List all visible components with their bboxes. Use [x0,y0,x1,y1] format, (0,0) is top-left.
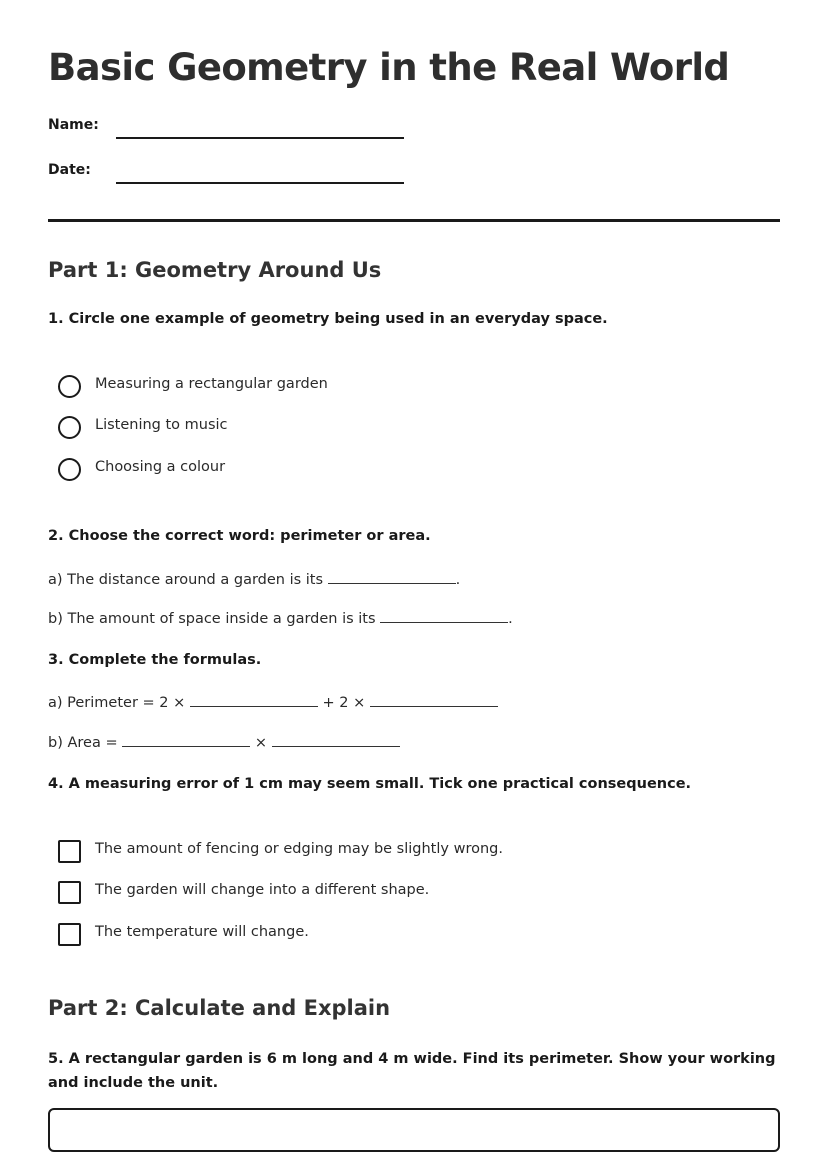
question-3: 3. Complete the formulas. [48,652,262,668]
q4-option-label: The temperature will change. [95,924,309,940]
part2-heading: Part 2: Calculate and Explain [48,996,391,1020]
q4-option-label: The garden will change into a different shape. [95,882,430,898]
q2-b-text: b) The amount of space inside a garden is its [48,611,376,627]
q3-a-start: a) Perimeter = 2 × [48,695,186,711]
radio-circle-icon[interactable] [58,375,81,398]
name-input-line[interactable] [116,137,404,139]
q2-line-a [48,569,460,588]
q2-b-end: . [508,611,513,627]
checkbox-icon[interactable] [58,840,81,863]
date-field-row [48,162,448,186]
q2-line-b [48,608,513,627]
q4-option-shape[interactable] [58,881,558,905]
name-label: Name: [48,117,99,133]
q1-option-label: Choosing a colour [95,459,226,475]
worksheet-title: Basic Geometry in the Real World [48,46,730,89]
part1-heading: Part 1: Geometry Around Us [48,258,382,282]
header-divider [48,219,780,222]
checkbox-icon[interactable] [58,881,81,904]
q4-option-fencing[interactable] [58,840,558,864]
q3-a-blank-2[interactable] [370,692,498,707]
q1-option-colour[interactable] [58,458,558,482]
q3-b-mid: × [254,735,267,751]
q5-answer-box[interactable] [48,1108,780,1152]
q3-line-a [48,692,498,711]
name-field-row [48,117,448,141]
q3-line-b [48,732,400,751]
question-2: 2. Choose the correct word: perimeter or area. [48,528,431,544]
date-input-line[interactable] [116,182,404,184]
q2-a-blank[interactable] [328,569,456,584]
q3-b-blank-2[interactable] [272,732,400,747]
q1-option-music[interactable] [58,416,558,440]
date-label: Date: [48,162,91,178]
q3-a-blank-1[interactable] [190,692,318,707]
question-5: 5. A rectangular garden is 6 m long and 4 m wide. Find its perimeter. Show your working and include the unit. [48,1051,776,1091]
q4-option-label: The amount of fencing or edging may be slightly wrong. [95,841,503,857]
radio-circle-icon[interactable] [58,458,81,481]
q3-b-blank-1[interactable] [122,732,250,747]
q2-a-end: . [455,572,461,588]
q1-option-label: Measuring a rectangular garden [95,376,328,392]
q3-b-start: b) Area = [48,735,118,751]
q3-a-mid: + 2 × [322,695,366,711]
checkbox-icon[interactable] [58,923,81,946]
radio-circle-icon[interactable] [58,416,81,439]
q4-option-temperature[interactable] [58,923,558,947]
q1-option-label: Listening to music [95,417,228,433]
q2-b-blank[interactable] [380,608,508,623]
q2-a-text: a) The distance around a garden is its [48,572,324,588]
question-4: 4. A measuring error of 1 cm may seem small. Tick one practical consequence. [48,776,692,792]
question-1: 1. Circle one example of geometry being used in an everyday space. [48,311,608,327]
q1-option-garden[interactable] [58,375,558,399]
